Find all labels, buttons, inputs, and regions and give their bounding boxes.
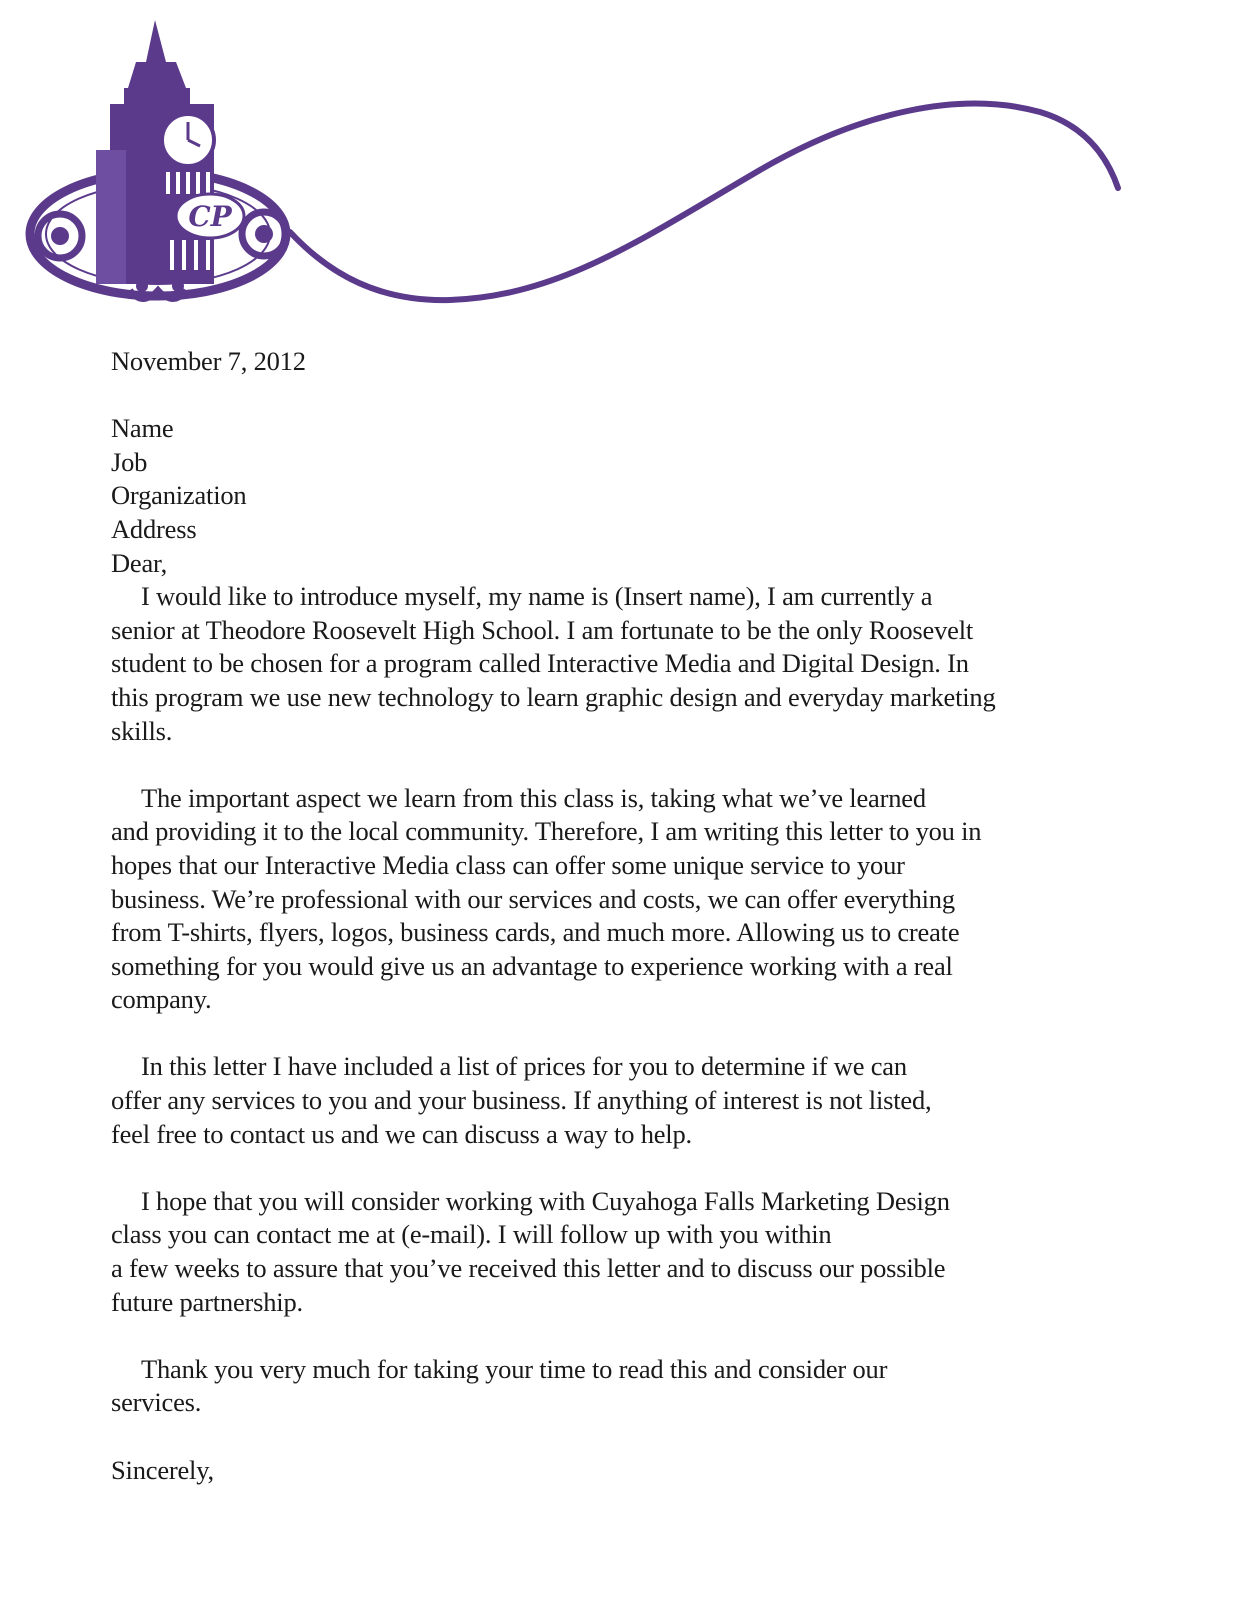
cp-logo <box>30 20 286 299</box>
body-paragraph-prices: In this letter I have included a list of prices for you to determine if we can offer any services to you and your business. If anything of interest is not listed, feel free to contact us and we can discuss a way to help. <box>111 1051 932 1149</box>
body-paragraph-contact: I hope that you will consider working with Cuyahoga Falls Marketing Design class you can contact me at (e-mail). I will follow up with you within a few weeks to assure that you’ve received this letter and to discuss our possible future partnership. <box>111 1185 950 1317</box>
body-paragraph-thanks: Thank you very much for taking your time to read this and consider our services. <box>111 1353 888 1418</box>
salutation: Dear, <box>111 547 168 578</box>
swoosh-line <box>290 104 1118 300</box>
letterhead <box>0 0 1236 320</box>
recipient-name: Name <box>111 413 174 444</box>
letter-body <box>111 345 1071 1487</box>
recipient-job: Job <box>111 446 148 477</box>
recipient-address: Address <box>111 513 197 544</box>
letter-date: November 7, 2012 <box>111 346 306 376</box>
clock-tower-icon <box>96 20 214 284</box>
body-paragraph-services: The important aspect we learn from this class is, taking what we’ve learned and providing it to the local community. Therefore, I am writing this letter to you in hopes that our Interactive Media class can offer some unique service to your business. We’re professional with our services and costs, we can offer everything from T-shirts, flyers, logos, business cards, and much more. Allowing us to create something for you would give us an advantage to experience working with a real company. <box>111 782 982 1015</box>
body-paragraph-intro: I would like to introduce myself, my name is (Insert name), I am currently a senior at Theodore Roosevelt High School. I am fortunate to be the only Roosevelt student to be chosen for a program called Interactive Media and Digital Design. In this program we use new technology to learn graphic design and everyday marketing skills. <box>111 581 996 746</box>
recipient-organization: Organization <box>111 480 247 511</box>
letterhead-graphic <box>0 0 1236 320</box>
logo-monogram: CP <box>188 200 232 233</box>
closing: Sincerely, <box>111 1454 214 1485</box>
